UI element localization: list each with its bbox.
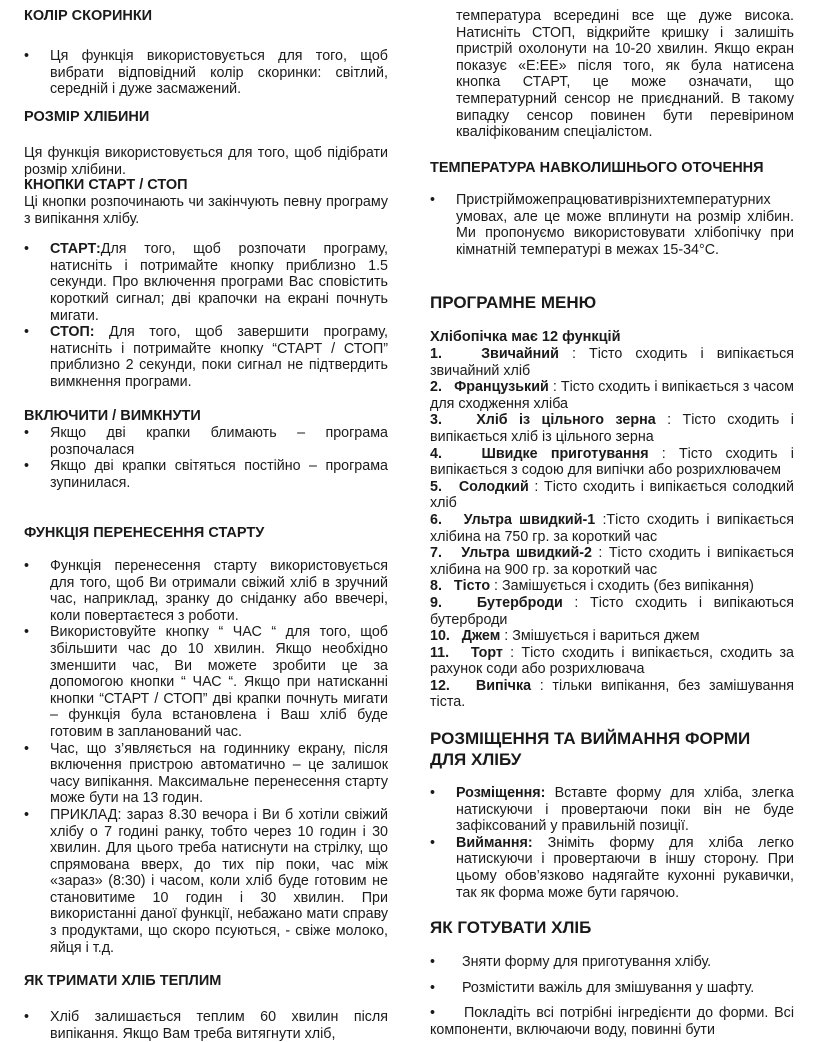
start-stop-section <box>24 177 388 391</box>
function-desc: : Тісто сходить і випікається хлібина на 900 гр. за короткий час <box>430 545 794 578</box>
function-number: 7. <box>430 545 442 562</box>
bullet-item: • Розмістити важіль для змішування у шафту. <box>430 979 755 996</box>
bullet-item: • ПРИКЛАД: зараз 8.30 вечора і Ви б хотіли свіжий хлібу о 7 годині ранку, тобто через 10 годин і 30 хвилин. Для цього треба натиснути на стрілку, що спрямована вверх, до тих пір поки, час між «зараз» (8:30) і часом, коли хліб буде готовим не становитиме 10 годин і 30 хвилин. При використанні даної функції, небажано мати справу з продуктами, що скоро псуються, - свіже молоко, яйця і т.д. <box>24 806 388 956</box>
function-number: 11. <box>430 644 450 661</box>
bullet-icon: • <box>24 806 30 823</box>
bullet-item: • Функція перенесення старту використовується для того, щоб Ви отримали свіжий хліб в зручний час, наприклад, зранку до сніданку або ввечері, коли повертаєтеся з роботи. <box>24 558 388 624</box>
function-number: 5. <box>430 478 442 495</box>
bullet-icon: • <box>24 324 30 341</box>
bullet-item: • Зняти форму для приготування хлібу. <box>430 954 712 970</box>
function-item <box>430 446 794 479</box>
function-item <box>430 346 794 379</box>
bullet-item: • Покладіть всі потрібні інгредієнти до форми. Всі компоненти, включаючи воду, повинні бути <box>430 1005 794 1038</box>
pan-section <box>430 728 794 901</box>
function-item <box>430 412 794 445</box>
bullet-icon: • <box>430 785 436 801</box>
bullet-item: • Якщо дві крапки блимають – програма розпочалася <box>24 425 388 458</box>
loaf-size-section <box>24 109 388 178</box>
function-item <box>430 595 794 628</box>
bullet-icon: • <box>24 740 30 757</box>
function-item <box>430 545 794 578</box>
on-off-section <box>24 408 388 491</box>
bullet-item: • Час, що з’являється на годиннику екрану, після включення пристрою автоматично – це залишок часу випікання. Максимальне перенесення старту може бути на 13 годин. <box>24 740 388 807</box>
function-desc: :Тісто сходить і випікається хлібина на 750 гр. за короткий час <box>430 511 794 545</box>
bullet-icon: • <box>430 192 436 208</box>
function-number: 8. <box>430 578 442 595</box>
keep-warm-section <box>24 973 388 1042</box>
function-item <box>430 628 794 645</box>
continuation-text: температура всередині все ще дуже висока. Натисніть СТОП, відкрийте кришку і залишіть пристрій охолонути на 10-20 хвилин. Якщо екран показує «E:EE» після того, як була натисена кнопка СТАРТ, це може означати, що температурний сенсор не приєднаний. В такому випадку сенсор повинен бути перевірином кваліфікованим спеціалістом. <box>456 8 794 141</box>
section-heading: ЯК ГОТУВАТИ ХЛІБ <box>430 918 592 937</box>
bullet-icon: • <box>24 558 30 574</box>
function-number: 2. <box>430 379 442 396</box>
function-name: Французький <box>454 379 549 396</box>
function-name: Звичайний <box>481 346 559 362</box>
bullet-icon: • <box>430 834 436 851</box>
bullet-icon: • <box>24 425 30 441</box>
section-heading: ВКЛЮЧИТИ / ВИМКНУТИ <box>24 408 201 424</box>
function-name: Тісто <box>453 578 491 595</box>
section-heading: КОЛІР СКОРИНКИ <box>24 8 153 24</box>
section-heading: РОЗМІР ХЛІБИНИ <box>24 109 150 125</box>
bullet-item: • Якщо дві крапки світяться постійно – програма зупинилася. <box>24 458 388 491</box>
function-name: Ультра швидкий-1 <box>463 511 596 528</box>
function-desc: : Замішується і сходить (без випікання) <box>490 578 754 595</box>
bullet-item: • Виймання: Зніміть форму для хліба легко натискуючи і провертаючи в іншу сторону. При цьому обов’язково надягайте кухонні рукавички, так як форма може бути гарячою. <box>430 834 794 901</box>
bullet-item: • СТАРТ:Для того, щоб розпочати програму, натисніть і потримайте кнопку приблизно 1.5 секунди. Про включення програми Вас сповістить короткий сигнал; дві крапочки на екрані почнуть мигати. <box>24 241 388 324</box>
bullet-icon: • <box>24 241 30 258</box>
function-name: Торт <box>470 644 503 661</box>
function-name: Джем <box>461 628 501 645</box>
function-desc: : Тісто сходить і випікаються бутерброди <box>430 594 794 628</box>
function-number: 1. <box>430 346 442 362</box>
function-desc: : Тісто сходить і випікається солодкий хліб <box>430 478 794 512</box>
section-heading: ЯК ТРИМАТИ ХЛІБ ТЕПЛИМ <box>24 973 222 989</box>
function-number: 3. <box>430 412 442 429</box>
function-name: Випічка <box>475 677 532 694</box>
bullet-item: • Хліб залишається теплим 60 хвилин після випікання. Якщо Вам треба витягнути хліб, <box>24 1009 388 1042</box>
function-desc: : Тісто сходить і випікається хліб із цільного зерна <box>430 412 794 445</box>
function-item <box>430 379 794 412</box>
function-item <box>430 678 794 711</box>
section-heading: ПРОГРАМНЕ МЕНЮ <box>430 293 597 312</box>
function-name: Солодкий <box>458 478 529 495</box>
section-heading: РОЗМІЩЕННЯ ТА ВИЙМАННЯ ФОРМИ ДЛЯ ХЛІБУ <box>430 729 751 769</box>
function-desc: : тільки випікання, без замішування тіста. <box>430 677 794 711</box>
function-item <box>430 578 794 595</box>
bullet-icon: • <box>430 954 436 970</box>
function-desc: : Тісто сходить і випікається з содою для випічки або розрихлювачем <box>430 445 794 479</box>
function-number: 6. <box>430 511 442 528</box>
bullet-icon: • <box>430 979 436 996</box>
section-heading: ФУНКЦІЯ ПЕРЕНЕСЕННЯ СТАРТУ <box>24 525 265 541</box>
section-heading: КНОПКИ СТАРТ / СТОП <box>24 177 188 193</box>
program-menu-section <box>430 292 794 711</box>
function-list <box>430 346 794 711</box>
bullet-item: • Пристрійможепрацювативрізнихтемпературних умовах, але це може вплинути на розмір хлібин. Ми пропонуємо використовувати хлібопічку при кімнатній температурі в межах 15-34°C. <box>430 192 794 258</box>
bullet-icon: • <box>24 624 30 641</box>
crust-color-section <box>24 8 388 98</box>
bullet-item: • Розміщення: Вставте форму для хліба, злегка натискуючи і провертаючи поки він не буде зафіксований у правильній позиції. <box>430 785 794 835</box>
section-text: Ця функція використовується для того, щоб підібрати розмір хлібини. <box>24 145 388 178</box>
function-number: 9. <box>430 594 442 611</box>
function-name: Ультра швидкий-2 <box>461 545 592 562</box>
bullet-item: • Використовуйте кнопку “ ЧАС “ для того, щоб збільшити час до 10 хвилин. Якщо необхідно зменшити час, Ви можете зробити це за допомогою кнопки “ ЧАС “. Якщо при натисканні кнопки “СТАРТ / СТОП” дві крапки почнуть мигати – функція була встановлена і Ваш хліб буде готовим в запланований час. <box>24 624 388 740</box>
function-number: 12. <box>430 677 450 694</box>
bullet-item: • Ця функція використовується для того, щоб вибрати відповідний колір скоринки: світлий, середній і дуже засмажений. <box>24 48 388 98</box>
function-name: Швидке приготування <box>481 445 649 462</box>
function-desc: : Тісто сходить і випікається звичайний хліб <box>430 346 794 379</box>
bullet-icon: • <box>24 1009 30 1025</box>
function-desc: : Тісто сходить і випікається з часом для сходження хліба <box>430 379 794 412</box>
delay-start-section <box>24 525 388 956</box>
function-item <box>430 479 794 512</box>
section-heading: ТЕМПЕРАТУРА НАВКОЛИШНЬОГО ОТОЧЕННЯ <box>430 160 764 176</box>
menu-intro: Хлібопічка має 12 функцій <box>430 329 621 345</box>
function-name: Бутерброди <box>476 594 563 611</box>
function-item <box>430 512 794 545</box>
how-to-bake-section <box>430 917 794 1038</box>
function-number: 4. <box>430 445 442 462</box>
bullet-icon: • <box>24 458 30 475</box>
function-number: 10. <box>430 628 450 645</box>
function-desc: : Змішується і вариться джем <box>500 628 700 645</box>
function-desc: : Тісто сходить і випікається, сходить за рахунок соди або розрихлювача <box>430 644 795 678</box>
function-item <box>430 645 794 678</box>
bullet-item: • СТОП: Для того, щоб завершити програму, натисніть і потримайте кнопку “СТАРТ / СТОП” приблизно 2 секунди, поки сигнал не підтвердить вимкнення програми. <box>24 324 388 390</box>
function-name: Хліб із цільного зерна <box>476 412 656 429</box>
bullet-icon: • <box>24 48 30 64</box>
section-text: Ці кнопки розпочинають чи закінчують певну програму з випікання хлібу. <box>24 194 388 227</box>
ambient-temp-section <box>430 160 794 258</box>
bullet-icon: • <box>430 1005 464 1022</box>
